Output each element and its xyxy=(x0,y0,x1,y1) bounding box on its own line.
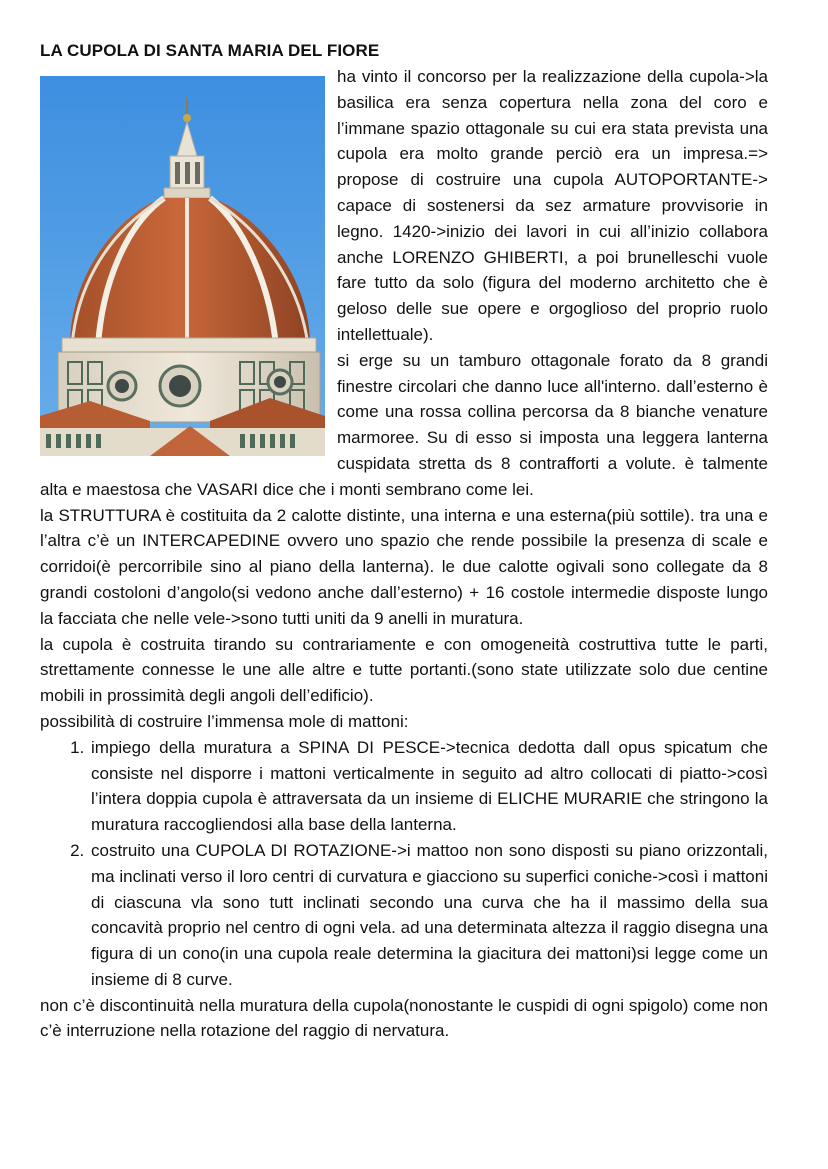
paragraph: ha vinto il concorso per la realizzazione della cupola->la basilica era senza copertura nella zona del coro e l’immane spazio ottagonale su cui era stata prevista una cupola era molto grande perciò era un impresa.=> propose di costruire una cupola AUTOPORTANTE-> capace di sostenersi da sez armature provvisorie in legno. 1420->inizio dei lavori in cui all’inizio collabora anche LORENZO GHIBERTI, a poi brunelleschi vuole fare tutto da solo (figura del moderno architetto che è geloso delle sue opere e orgoglioso del proprio ruolo intellettuale). xyxy=(337,67,768,344)
page-title: LA CUPOLA DI SANTA MARIA DEL FIORE xyxy=(40,41,380,60)
paragraph: la cupola è costruita tirando su contrariamente e con omogeneità costruttiva tutte le parti, strettamente connesse le une alle altre e tutte portanti.(sono state utilizzate solo due centine mobili in prossimità degli angoli dell’edificio). xyxy=(40,634,768,706)
list-item: 1. impiego della muratura a SPINA DI PESCE->tecnica dedotta dall opus spicatum che consiste nel disporre i mattoni verticalmente in seguito ad altro collocati di piatto->così l’intera doppia cupola è attraversata da un insieme di ELICHE MURARIE che stringono la muratura raccogliendosi alla base della lanterna. xyxy=(89,735,768,838)
list-item: 2. costruito una CUPOLA DI ROTAZIONE->i mattoo non sono disposti su piano orizzontali, ma inclinati verso il loro centri di curvatura e giacciono su superfici coniche->così i mattoni di ciascuna vla sono tutt inclinati secondo una curva che ha il massimo della sua concavità proprio nel centro di ogni vela. ad una determinata altezza il raggio disegna una figura di un cono(in una cupola reale determina la giacitura dei mattoni)si legge come un insieme di 8 curve. xyxy=(89,838,768,993)
dome-photo-icon xyxy=(40,76,325,456)
closing-paragraph: non c’è discontinuità nella muratura della cupola(nonostante le cuspidi di ogni spigolo) come non c’è interruzione nella rotazione del raggio di nervatura. xyxy=(40,995,768,1041)
numbered-list xyxy=(40,735,768,993)
paragraph: possibilità di costruire l’immensa mole di mattoni: xyxy=(40,711,409,731)
paragraph: la STRUTTURA è costituita da 2 calotte distinte, una interna e una esterna(più sottile). tra una e l’altra c’è un INTERCAPEDINE ovvero uno spazio che rende possibile la presenza di scale e corridoi(è percorribile sino al piano della lanterna). le due calotte ogivali sono collegate da 8 grandi costoloni d’angolo(si vedono anche dall’esterno) + 16 costole intermedie disposte lungo la facciata che nelle vele->sono tutti uniti da 9 anelli in muratura. xyxy=(40,505,768,628)
paragraph: si erge su un tamburo ottagonale forato da 8 grandi finestre circolari che danno luce all'interno. dall’esterno è come una rossa collina percorsa da 8 bianche venature marmoree. Su di esso si imposta una leggera lanterna cuspidata stretta ds 8 contrafforti a volute. è talmente alta e maestosa che VASARI dice che i monti sembrano come lei. xyxy=(40,350,768,499)
